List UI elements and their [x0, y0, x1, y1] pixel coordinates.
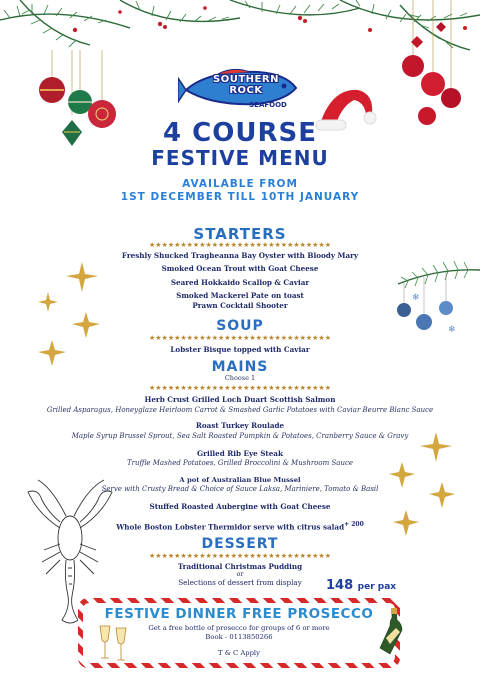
dessert-item: Traditional Christmas Pudding	[177, 562, 303, 571]
svg-text:❄: ❄	[412, 293, 420, 303]
dessert-heading: DESSERT	[201, 536, 279, 552]
main-dish-name: Whole Boston Lobster Thermidor serve with citrus salad	[116, 522, 345, 532]
starter-item: Smoked Mackerel Pate on toast	[176, 291, 304, 300]
main-dish-name: Herb Crust Grilled Loch Duart Scottish Salmon	[144, 395, 336, 404]
promo-line-terms: T & C Apply	[218, 649, 260, 657]
main-dish-description: Grilled Asparagus, Honeyglaze Heirloom Carrot & Smashed Garlic Potatoes with Caviar Beurre Blanc Sauce	[46, 406, 434, 414]
logo-brand-text: SOUTHERN ROCK	[213, 74, 279, 96]
availability-line1: AVAILABLE FROM	[182, 178, 298, 190]
menu-title-line2: FESTIVE MENU	[151, 146, 329, 170]
starters-divider-stars: ★★★★★★★★★★★★★★★★★★★★★★★★★★★★★	[149, 241, 331, 249]
restaurant-logo	[178, 66, 308, 116]
soup-divider-stars: ★★★★★★★★★★★★★★★★★★★★★★★★★★★★★	[149, 334, 331, 342]
lobster-supplement: + 200	[344, 521, 364, 528]
main-dish-name: A pot of Australian Blue Mussel	[179, 476, 301, 484]
lobster-thermidor-row	[0, 520, 480, 531]
main-dish-description: Serve with Crusty Bread & Choice of Sauce Laksa, Mariniere, Tomato & Basil	[101, 485, 379, 493]
mains-divider-stars: ★★★★★★★★★★★★★★★★★★★★★★★★★★★★★	[149, 384, 331, 392]
svg-text:❄: ❄	[448, 325, 456, 335]
starter-item: Freshly Shucked Tragheanna Bay Oyster with Bloody Mary	[121, 251, 359, 260]
ornament-bauble-right-icon	[395, 0, 475, 130]
mains-heading: MAINS	[211, 359, 269, 375]
menu-title-line1: 4 COURSE	[163, 118, 317, 148]
starter-item: Prawn Cocktail Shooter	[192, 301, 288, 310]
main-dish-description: Maple Syrup Brussel Sprout, Sea Salt Roasted Pumpkin & Potatoes, Cranberry Sauce & Gravy	[71, 432, 409, 440]
promo-title: FESTIVE DINNER FREE PROSECCO	[104, 606, 374, 622]
promo-line-booking: Book - 0113850266	[205, 633, 273, 641]
starters-heading: STARTERS	[193, 225, 287, 243]
mains-subheading: Choose 1	[224, 374, 256, 382]
prosecco-bottle-icon	[376, 608, 406, 658]
starter-item: Smoked Ocean Trout with Goat Cheese	[161, 264, 319, 273]
logo-sub-text: SEAFOOD	[249, 101, 287, 109]
soup-heading: SOUP	[216, 318, 264, 334]
price-unit: per pax	[357, 582, 397, 592]
starter-item: Seared Hokkaido Scallop & Caviar	[170, 278, 310, 287]
main-dish-name: Grilled Rib Eye Steak	[197, 449, 283, 458]
dessert-divider-stars: ★★★★★★★★★★★★★★★★★★★★★★★★★★★★★	[149, 552, 331, 560]
main-dish-name: Roast Turkey Roulade	[195, 421, 285, 430]
price-amount: 148	[326, 578, 354, 593]
champagne-glass-icon	[96, 624, 130, 666]
main-dish-description: Truffle Mashed Potatoes, Grilled Broccolini & Mushroom Sauce	[126, 459, 354, 467]
dessert-or: or	[236, 570, 244, 578]
price-per-pax	[326, 578, 396, 593]
soup-item: Lobster Bisque topped with Caviar	[170, 345, 310, 354]
promo-line-offer: Get a free bottle of prosecco for groups of 6 or more	[148, 624, 330, 632]
dessert-item: Selections of dessert from display	[178, 578, 302, 587]
availability-line2: 1ST DECEMBER TILL 10TH JANUARY	[120, 191, 360, 203]
main-dish-name: Stuffed Roasted Aubergine with Goat Cheese	[149, 502, 331, 511]
